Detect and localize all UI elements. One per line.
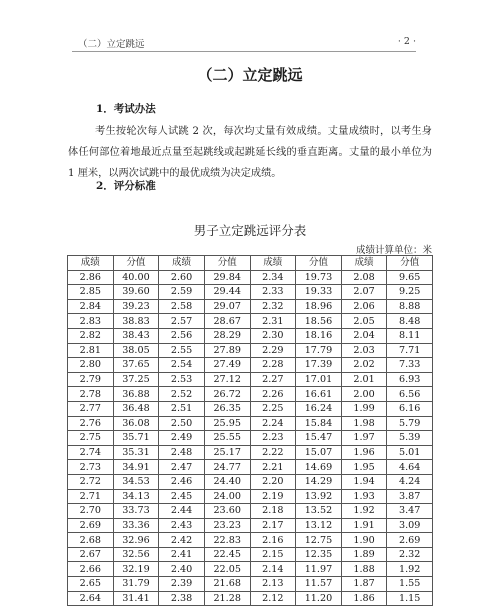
result-cell: 2.77 <box>68 401 114 416</box>
score-cell: 8.88 <box>387 299 433 314</box>
result-cell: 1.91 <box>341 518 387 533</box>
score-cell: 37.65 <box>113 358 159 373</box>
result-cell: 2.76 <box>68 416 114 431</box>
result-cell: 2.79 <box>68 372 114 387</box>
table-row <box>68 445 433 460</box>
score-cell: 32.56 <box>113 547 159 562</box>
header-cell: 分值 <box>387 256 433 271</box>
score-cell: 19.73 <box>296 270 342 285</box>
result-cell: 2.55 <box>159 343 205 358</box>
score-cell: 28.67 <box>204 314 250 329</box>
score-cell: 32.19 <box>113 562 159 577</box>
score-cell: 21.28 <box>204 591 250 606</box>
score-table <box>67 255 433 606</box>
table-row <box>68 358 433 373</box>
score-cell: 12.75 <box>296 533 342 548</box>
result-cell: 1.99 <box>341 401 387 416</box>
result-cell: 2.57 <box>159 314 205 329</box>
table-header-row <box>68 256 433 271</box>
result-cell: 2.40 <box>159 562 205 577</box>
score-cell: 1.55 <box>387 577 433 592</box>
result-cell: 1.88 <box>341 562 387 577</box>
score-cell: 26.72 <box>204 387 250 402</box>
result-cell: 2.67 <box>68 547 114 562</box>
result-cell: 2.49 <box>159 431 205 446</box>
score-cell: 13.52 <box>296 504 342 519</box>
score-cell: 23.60 <box>204 504 250 519</box>
score-cell: 33.73 <box>113 504 159 519</box>
score-cell: 11.57 <box>296 577 342 592</box>
heading-scoring-standard: 2．评分标准 <box>96 180 156 192</box>
score-cell: 16.24 <box>296 401 342 416</box>
table-row <box>68 416 433 431</box>
score-cell: 17.01 <box>296 372 342 387</box>
score-cell: 7.33 <box>387 358 433 373</box>
score-cell: 23.23 <box>204 518 250 533</box>
score-cell: 31.79 <box>113 577 159 592</box>
score-cell: 38.05 <box>113 343 159 358</box>
header-cell: 成绩 <box>341 256 387 271</box>
score-cell: 38.83 <box>113 314 159 329</box>
result-cell: 1.89 <box>341 547 387 562</box>
score-cell: 9.65 <box>387 270 433 285</box>
result-cell: 2.85 <box>68 285 114 300</box>
score-cell: 6.16 <box>387 401 433 416</box>
result-cell: 2.64 <box>68 591 114 606</box>
header-cell: 成绩 <box>250 256 296 271</box>
score-cell: 4.24 <box>387 474 433 489</box>
table-row <box>68 387 433 402</box>
score-cell: 39.23 <box>113 299 159 314</box>
table-row <box>68 270 433 285</box>
score-cell: 22.45 <box>204 547 250 562</box>
score-cell: 16.61 <box>296 387 342 402</box>
score-cell: 3.47 <box>387 504 433 519</box>
result-cell: 2.75 <box>68 431 114 446</box>
result-cell: 1.90 <box>341 533 387 548</box>
score-cell: 6.56 <box>387 387 433 402</box>
result-cell: 2.03 <box>341 343 387 358</box>
result-cell: 1.87 <box>341 577 387 592</box>
result-cell: 2.24 <box>250 416 296 431</box>
table-row <box>68 518 433 533</box>
score-cell: 35.31 <box>113 445 159 460</box>
result-cell: 2.16 <box>250 533 296 548</box>
header-rule <box>72 51 416 52</box>
result-cell: 2.46 <box>159 474 205 489</box>
result-cell: 2.60 <box>159 270 205 285</box>
table-row <box>68 489 433 504</box>
result-cell: 2.56 <box>159 328 205 343</box>
result-cell: 2.01 <box>341 372 387 387</box>
result-cell: 2.17 <box>250 518 296 533</box>
table-body <box>68 270 433 606</box>
table-row <box>68 285 433 300</box>
result-cell: 2.47 <box>159 460 205 475</box>
score-cell: 29.84 <box>204 270 250 285</box>
result-cell: 2.84 <box>68 299 114 314</box>
score-cell: 1.15 <box>387 591 433 606</box>
result-cell: 1.97 <box>341 431 387 446</box>
result-cell: 2.14 <box>250 562 296 577</box>
result-cell: 2.18 <box>250 504 296 519</box>
score-cell: 5.01 <box>387 445 433 460</box>
result-cell: 1.92 <box>341 504 387 519</box>
table-row <box>68 314 433 329</box>
score-cell: 12.35 <box>296 547 342 562</box>
page-number: · 2 · <box>397 36 416 47</box>
score-cell: 14.69 <box>296 460 342 475</box>
score-cell: 31.41 <box>113 591 159 606</box>
score-cell: 34.53 <box>113 474 159 489</box>
score-cell: 18.16 <box>296 328 342 343</box>
score-cell: 25.95 <box>204 416 250 431</box>
result-cell: 2.07 <box>341 285 387 300</box>
score-cell: 36.08 <box>113 416 159 431</box>
score-cell: 22.05 <box>204 562 250 577</box>
result-cell: 2.44 <box>159 504 205 519</box>
result-cell: 2.06 <box>341 299 387 314</box>
score-cell: 13.12 <box>296 518 342 533</box>
table-row <box>68 460 433 475</box>
table-row <box>68 562 433 577</box>
result-cell: 2.41 <box>159 547 205 562</box>
result-cell: 2.42 <box>159 533 205 548</box>
result-cell: 2.34 <box>250 270 296 285</box>
exam-method-paragraph: 考生按轮次每人试跳 2 次，每次均丈量有效成绩。丈量成绩时，以考生身体任何部位着地最近点量至起跳线或起跳延长线的垂直距离。丈量的最小单位为 1 厘米，以两次试跳中的最优成绩为决定成绩。 <box>68 126 432 179</box>
result-cell: 2.48 <box>159 445 205 460</box>
result-cell: 2.70 <box>68 504 114 519</box>
score-cell: 19.33 <box>296 285 342 300</box>
result-cell: 2.23 <box>250 431 296 446</box>
result-cell: 2.59 <box>159 285 205 300</box>
section-title: （二）立定跳远 <box>197 66 303 84</box>
result-cell: 2.30 <box>250 328 296 343</box>
result-cell: 2.22 <box>250 445 296 460</box>
score-cell: 18.56 <box>296 314 342 329</box>
score-cell: 39.60 <box>113 285 159 300</box>
score-cell: 6.93 <box>387 372 433 387</box>
score-cell: 38.43 <box>113 328 159 343</box>
result-cell: 2.50 <box>159 416 205 431</box>
result-cell: 2.51 <box>159 401 205 416</box>
result-cell: 2.32 <box>250 299 296 314</box>
result-cell: 2.65 <box>68 577 114 592</box>
score-cell: 34.91 <box>113 460 159 475</box>
result-cell: 2.15 <box>250 547 296 562</box>
score-cell: 5.79 <box>387 416 433 431</box>
running-header <box>78 36 416 50</box>
result-cell: 2.54 <box>159 358 205 373</box>
score-cell: 3.09 <box>387 518 433 533</box>
table-row <box>68 533 433 548</box>
score-cell: 32.96 <box>113 533 159 548</box>
result-cell: 2.00 <box>341 387 387 402</box>
result-cell: 2.02 <box>341 358 387 373</box>
result-cell: 1.86 <box>341 591 387 606</box>
score-cell: 1.92 <box>387 562 433 577</box>
table-row <box>68 474 433 489</box>
header-cell: 分值 <box>204 256 250 271</box>
result-cell: 2.74 <box>68 445 114 460</box>
result-cell: 2.43 <box>159 518 205 533</box>
table-title: 男子立定跳远评分表 <box>193 223 307 238</box>
score-cell: 9.25 <box>387 285 433 300</box>
result-cell: 2.66 <box>68 562 114 577</box>
score-cell: 28.29 <box>204 328 250 343</box>
score-cell: 17.39 <box>296 358 342 373</box>
score-cell: 25.55 <box>204 431 250 446</box>
score-cell: 4.64 <box>387 460 433 475</box>
result-cell: 2.86 <box>68 270 114 285</box>
score-cell: 27.12 <box>204 372 250 387</box>
table-row <box>68 577 433 592</box>
header-cell: 分值 <box>113 256 159 271</box>
score-cell: 5.39 <box>387 431 433 446</box>
result-cell: 2.19 <box>250 489 296 504</box>
result-cell: 2.72 <box>68 474 114 489</box>
score-cell: 34.13 <box>113 489 159 504</box>
result-cell: 2.13 <box>250 577 296 592</box>
result-cell: 2.27 <box>250 372 296 387</box>
heading-exam-method: 1．考试办法 <box>96 103 156 115</box>
score-cell: 29.44 <box>204 285 250 300</box>
result-cell: 1.96 <box>341 445 387 460</box>
score-cell: 2.69 <box>387 533 433 548</box>
score-cell: 36.48 <box>113 401 159 416</box>
score-cell: 13.92 <box>296 489 342 504</box>
score-cell: 8.48 <box>387 314 433 329</box>
result-cell: 2.38 <box>159 591 205 606</box>
score-cell: 3.87 <box>387 489 433 504</box>
score-cell: 25.17 <box>204 445 250 460</box>
score-cell: 21.68 <box>204 577 250 592</box>
score-cell: 15.47 <box>296 431 342 446</box>
table-row <box>68 547 433 562</box>
score-cell: 26.35 <box>204 401 250 416</box>
score-cell: 15.84 <box>296 416 342 431</box>
result-cell: 2.20 <box>250 474 296 489</box>
result-cell: 2.71 <box>68 489 114 504</box>
table-row <box>68 328 433 343</box>
result-cell: 2.04 <box>341 328 387 343</box>
table-row <box>68 299 433 314</box>
result-cell: 2.69 <box>68 518 114 533</box>
table-row <box>68 372 433 387</box>
result-cell: 1.95 <box>341 460 387 475</box>
result-cell: 2.12 <box>250 591 296 606</box>
score-cell: 33.36 <box>113 518 159 533</box>
result-cell: 2.73 <box>68 460 114 475</box>
result-cell: 2.08 <box>341 270 387 285</box>
table-row <box>68 431 433 446</box>
result-cell: 2.26 <box>250 387 296 402</box>
running-header-left: （二）立定跳远 <box>78 39 145 50</box>
score-cell: 37.25 <box>113 372 159 387</box>
score-cell: 7.71 <box>387 343 433 358</box>
result-cell: 2.39 <box>159 577 205 592</box>
result-cell: 2.83 <box>68 314 114 329</box>
result-cell: 2.53 <box>159 372 205 387</box>
result-cell: 1.94 <box>341 474 387 489</box>
result-cell: 2.81 <box>68 343 114 358</box>
score-cell: 24.40 <box>204 474 250 489</box>
header-cell: 成绩 <box>159 256 205 271</box>
result-cell: 2.45 <box>159 489 205 504</box>
result-cell: 2.05 <box>341 314 387 329</box>
score-cell: 11.20 <box>296 591 342 606</box>
result-cell: 2.29 <box>250 343 296 358</box>
table-row <box>68 343 433 358</box>
table-row <box>68 504 433 519</box>
result-cell: 2.33 <box>250 285 296 300</box>
result-cell: 2.82 <box>68 328 114 343</box>
table-row <box>68 401 433 416</box>
table-row <box>68 591 433 606</box>
score-cell: 15.07 <box>296 445 342 460</box>
score-cell: 27.89 <box>204 343 250 358</box>
score-cell: 11.97 <box>296 562 342 577</box>
result-cell: 2.58 <box>159 299 205 314</box>
score-cell: 40.00 <box>113 270 159 285</box>
score-cell: 17.79 <box>296 343 342 358</box>
score-cell: 24.00 <box>204 489 250 504</box>
score-cell: 18.96 <box>296 299 342 314</box>
score-cell: 36.88 <box>113 387 159 402</box>
result-cell: 2.31 <box>250 314 296 329</box>
score-cell: 24.77 <box>204 460 250 475</box>
result-cell: 2.28 <box>250 358 296 373</box>
result-cell: 2.80 <box>68 358 114 373</box>
header-cell: 成绩 <box>68 256 114 271</box>
result-cell: 2.25 <box>250 401 296 416</box>
score-cell: 35.71 <box>113 431 159 446</box>
result-cell: 1.93 <box>341 489 387 504</box>
score-cell: 22.83 <box>204 533 250 548</box>
score-cell: 27.49 <box>204 358 250 373</box>
result-cell: 2.68 <box>68 533 114 548</box>
result-cell: 2.52 <box>159 387 205 402</box>
result-cell: 2.78 <box>68 387 114 402</box>
score-cell: 2.32 <box>387 547 433 562</box>
unit-note: 成绩计算单位：米 <box>355 245 432 256</box>
result-cell: 1.98 <box>341 416 387 431</box>
header-cell: 分值 <box>296 256 342 271</box>
result-cell: 2.21 <box>250 460 296 475</box>
score-cell: 14.29 <box>296 474 342 489</box>
score-cell: 8.11 <box>387 328 433 343</box>
score-cell: 29.07 <box>204 299 250 314</box>
